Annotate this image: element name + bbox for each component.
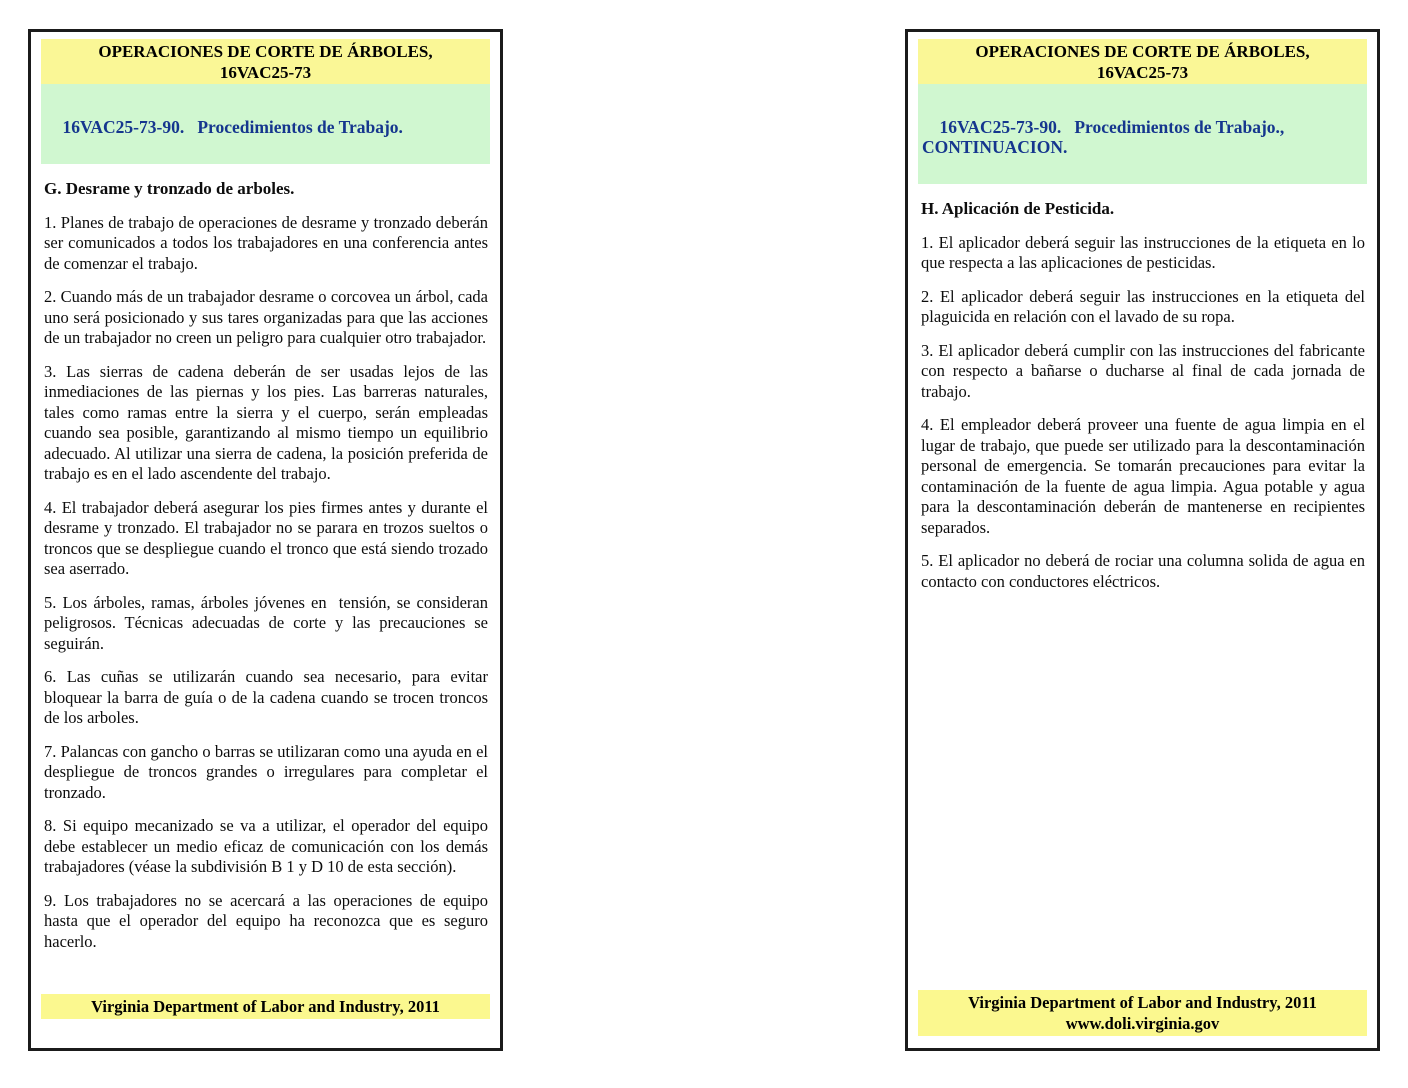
paragraph-4: 4. El empleador deberá proveer una fuente de agua limpia en el lugar de trabajo, que puede ser utilizado para la descontaminación personal de emergencia. Se tomarán precauciones para evitar la contaminación de la fuente de agua limpia. Agua potable y agua para la descontaminación deberán de mantenerse en recipientes separados. <box>921 415 1370 537</box>
paragraph-2: 2. Cuando más de un trabajador desrame o corcovea un árbol, cada uno será posicionado y sus tares organizadas para que las acciones de un trabajador no creen un peligro para cualquier otro trabajador. <box>44 287 493 347</box>
page-title-line1: OPERACIONES DE CORTE DE ÁRBOLES, <box>98 42 433 61</box>
paragraph-5: 5. Los árboles, ramas, árboles jóvenes en tensión, se consideran peligrosos. Técnicas adecuadas de corte y las precauciones se seguirán. <box>44 592 493 653</box>
page-title-banner <box>41 39 490 84</box>
paragraph-5: 5. El aplicador no deberá de rociar una columna solida de agua en contacto con conductores eléctricos. <box>921 551 1370 591</box>
subsection-heading: H. Aplicación de Pesticida. <box>921 199 1115 218</box>
page-body <box>31 179 500 952</box>
page-title-line1: OPERACIONES DE CORTE DE ÁRBOLES, <box>975 42 1310 61</box>
right-page <box>905 29 1380 1051</box>
paragraph-9: 9. Los trabajadores no se acercará a las operaciones de equipo hasta que el operador del equipo ha reconozca que es seguro hacerlo. <box>44 890 493 951</box>
footer-line1: Virginia Department of Labor and Industry, 2011 <box>968 993 1317 1012</box>
section-heading-banner <box>41 84 490 164</box>
paragraph-7: 7. Palancas con gancho o barras se utilizaran como una ayuda en el despliegue de troncos grandes o irregulares para completar el tronzado. <box>44 741 493 802</box>
footer-banner <box>41 994 490 1019</box>
paragraph-4: 4. El trabajador deberá asegurar los pies firmes antes y durante el desrame y tronzado. El trabajador no se parara en trozos sueltos o troncos que se despliegue cuando el tronco que está siendo trozado sea aserrado. <box>44 497 493 578</box>
footer-banner <box>918 990 1367 1036</box>
section-heading-text: 16VAC25-73-90. Procedimientos de Trabajo. <box>62 117 403 137</box>
page-title-line2: 16VAC25-73 <box>1096 63 1189 82</box>
page-title-line2: 16VAC25-73 <box>219 63 312 82</box>
paragraph-1: 1. El aplicador deberá seguir las instrucciones de la etiqueta en lo que respecta a las aplicaciones de pesticidas. <box>921 232 1370 272</box>
section-heading-banner <box>918 84 1367 184</box>
page-title-banner <box>918 39 1367 84</box>
paragraph-3: 3. Las sierras de cadena deberán de ser usadas lejos de las inmediaciones de las piernas y los pies. Las barreras naturales, tales como ramas entre la sierra y el cuerpo, serán empleadas cuando sea posible, garantizando al mismo tiempo un equilibrio adecuado. Al utilizar una sierra de cadena, la posición preferida de trabajo es en el lado ascendente del trabajo. <box>44 361 493 483</box>
section-heading-text: 16VAC25-73-90. Procedimientos de Trabajo., CONTINUACION. <box>922 117 1289 157</box>
page-body <box>908 199 1377 592</box>
footer-line1: Virginia Department of Labor and Industry, 2011 <box>91 997 440 1016</box>
paragraph-1: 1. Planes de trabajo de operaciones de desrame y tronzado deberán ser comunicados a todos los trabajadores en una conferencia antes de comenzar el trabajo. <box>44 212 493 273</box>
paragraph-3: 3. El aplicador deberá cumplir con las instrucciones del fabricante con respecto a bañarse o ducharse al final de cada jornada de trabajo. <box>921 340 1370 401</box>
footer-line2: www.doli.virginia.gov <box>1065 1014 1220 1033</box>
paragraph-2: 2. El aplicador deberá seguir las instrucciones en la etiqueta del plaguicida en relación con el lavado de su ropa. <box>921 286 1370 326</box>
paragraph-8: 8. Si equipo mecanizado se va a utilizar, el operador del equipo debe establecer un medio eficaz de comunicación con los demás trabajadores (véase la subdivisión B 1 y D 10 de esta sección). <box>44 816 493 876</box>
subsection-heading: G. Desrame y tronzado de arboles. <box>44 179 295 198</box>
paragraph-6: 6. Las cuñas se utilizarán cuando sea necesario, para evitar bloquear la barra de guía o de la cadena cuando se trocen troncos de los arboles. <box>44 667 493 727</box>
left-page <box>28 29 503 1051</box>
